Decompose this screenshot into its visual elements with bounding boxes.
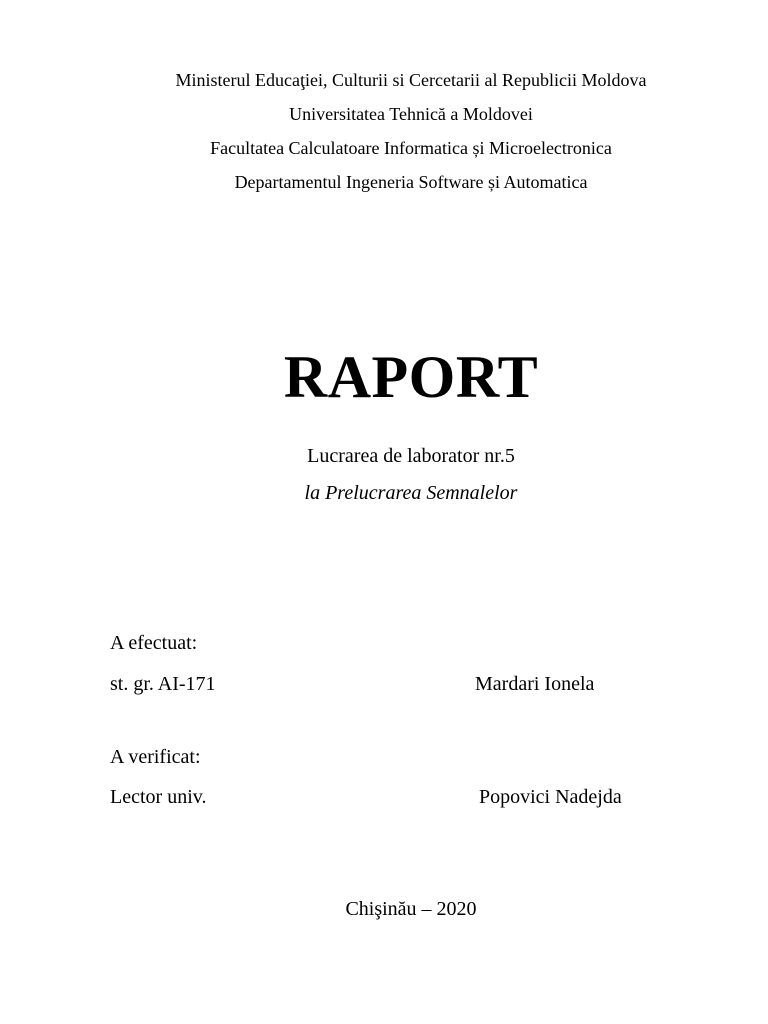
student-group: st. gr. AI-171 [110,673,216,695]
university-heading: Universitatea Tehnică a Moldovei [289,104,533,124]
subject-line: la Prelucrarea Semnalelor [304,482,518,504]
report-title: RAPORT [283,344,539,410]
verified-label: A verificat: [110,746,201,768]
city-year-footer: Chişinău – 2020 [345,898,477,920]
ministry-heading: Ministerul Educaţiei, Culturii si Cercetarii al Republicii Moldova [175,70,647,90]
department-heading: Departamentul Ingeneria Software și Automatica [234,172,588,192]
verifier-role: Lector univ. [110,786,207,808]
lab-work-line: Lucrarea de laborator nr.5 [307,445,515,467]
faculty-heading: Facultatea Calculatoare Informatica și Microelectronica [210,138,612,158]
performed-label: A efectuat: [110,632,198,654]
verifier-name: Popovici Nadejda [479,786,622,808]
student-name: Mardari Ionela [475,673,595,695]
